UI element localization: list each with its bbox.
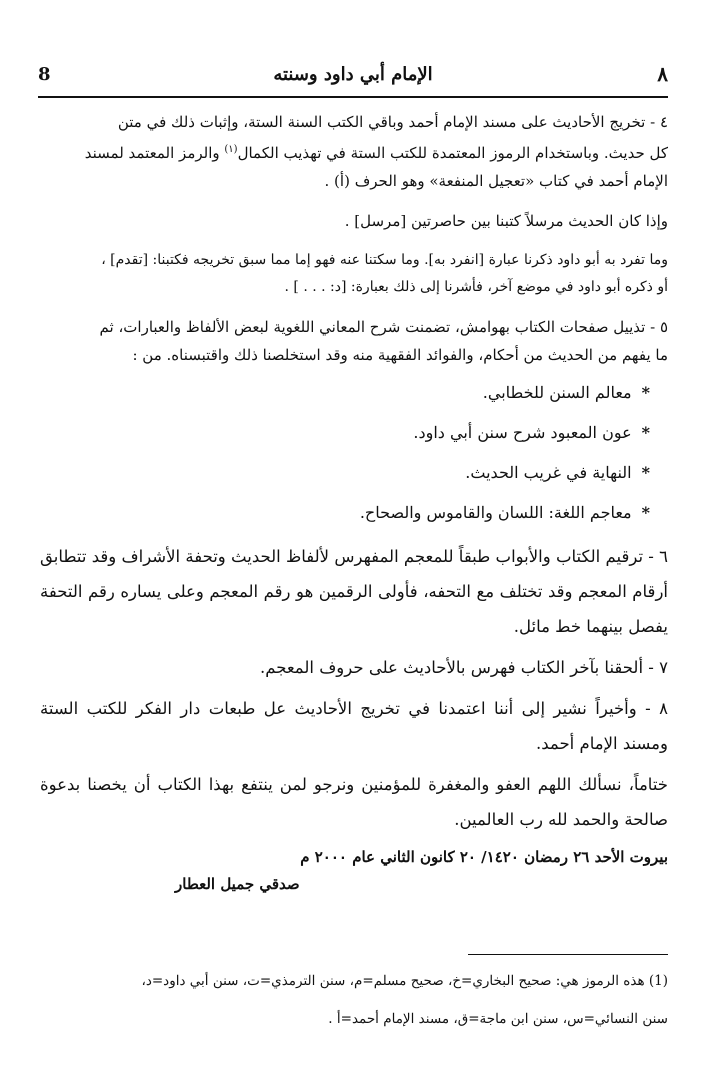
- source-title: عون المعبود شرح سنن أبي داود.: [413, 423, 632, 442]
- paragraph-4-line-2b: والرمز المعتمد لمسند: [84, 144, 225, 162]
- tafarrud-note: [40, 247, 668, 301]
- footnote-reference: (١): [224, 144, 238, 155]
- paragraph-4-line-1: ٤ - تخريج الأحاديث على مسند الإمام أحمد وباقي الكتب السنة الستة، وإثبات ذلك في متن: [117, 113, 668, 131]
- tafarrud-line-2: أو ذكره أبو داود في موضع آخر، فأشرنا إلى ذلك بعبارة: [د: . . . ] .: [284, 279, 668, 295]
- page-number-arabic: ٨: [657, 62, 668, 86]
- paragraph-4-line-2a: كل حديث. وباستخدام الرموز المعتمدة للكتب الستة في تهذيب الكمال: [237, 144, 668, 162]
- list-item: [40, 493, 650, 533]
- asterisk-bullet: *: [641, 503, 650, 522]
- page-number-latin: 8: [38, 64, 51, 85]
- asterisk-bullet: *: [641, 423, 650, 442]
- list-item: [40, 413, 650, 453]
- author-signature: صدقي جميل العطار: [175, 875, 300, 893]
- source-title: النهاية في غريب الحديث.: [465, 463, 632, 482]
- mursal-note: وإذا كان الحديث مرسلاً كتبنا بين حاصرتين [مرسل] .: [344, 212, 668, 230]
- tafarrud-line-1: وما تفرد به أبو داود ذكرنا عبارة [انفرد به]. وما سكتنا عنه فهو إما مما سبق تخريجه فكتبنا: [تقدم] ،: [101, 252, 668, 268]
- paragraph-4-line-3: الإمام أحمد في كتاب «تعجيل المنفعة» وهو الحرف (أ) .: [324, 172, 668, 190]
- paragraph-6: ٦ - ترقيم الكتاب والأبواب طبقاً للمعجم المفهرس لألفاظ الحديث وتحفة الأشراف وقد تتطابق أرقام المعجم وقد تختلف مع التحفه، فأولى الرقمين هو رقم المعجم وعلى يساره رقم التحفة يفصل بينهما خط مائل.: [40, 547, 668, 636]
- source-title: معاجم اللغة: اللسان والقاموس والصحاح.: [359, 503, 632, 522]
- paragraph-5: [40, 313, 668, 369]
- footnote-divider: [468, 954, 668, 955]
- closing-paragraph: ختاماً، نسألك اللهم العفو والمغفرة للمؤمنين ونرجو لمن ينتفع بهذا الكتاب أن يخصنا بدعوة صالحة والحمد لله رب العالمين.: [40, 775, 668, 829]
- paragraph-7: ٧ - ألحقنا بآخر الكتاب فهرس بالأحاديث على حروف المعجم.: [259, 658, 668, 677]
- dateline: بيروت الأحد ٢٦ رمضان ١٤٢٠/ ٢٠ كانون الثاني عام ٢٠٠٠ م: [300, 848, 668, 866]
- paragraph-4: [40, 108, 668, 195]
- list-item: [40, 453, 650, 493]
- sources-list: [40, 373, 668, 533]
- footnote-line-2: سنن النسائي=س، سنن ابن ماجة=ق، مسند الإمام أحمد=أ .: [328, 1011, 668, 1027]
- page-header: [38, 62, 668, 92]
- footnote: [40, 962, 668, 1038]
- paragraph-5-line-1: ٥ - تذييل صفحات الكتاب بهوامش، تضمنت شرح المعاني اللغوية لبعض الألفاظ والعبارات، ثم: [99, 318, 668, 336]
- footnote-line-1: (1) هذه الرموز هي: صحيح البخاري=خ، صحيح مسلم=م، سنن الترمذي=ت، سنن أبي داود=د،: [141, 973, 668, 989]
- asterisk-bullet: *: [641, 383, 650, 402]
- asterisk-bullet: *: [641, 463, 650, 482]
- list-item: [40, 373, 650, 413]
- page-body: [40, 108, 668, 893]
- source-title: معالم السنن للخطابي.: [482, 383, 632, 402]
- header-divider: [38, 96, 668, 98]
- paragraph-8: ٨ - وأخيراً نشير إلى أننا اعتمدنا في تخريج الأحاديث عل طبعات دار الفكر للكتب الستة ومسند الإمام أحمد.: [40, 699, 668, 753]
- running-title: الإمام أبي داود وسنته: [273, 64, 433, 85]
- paragraph-5-line-2: ما يفهم من الحديث من أحكام، والفوائد الفقهية منه وقد استخلصنا ذلك واقتبسناه. من :: [132, 346, 668, 364]
